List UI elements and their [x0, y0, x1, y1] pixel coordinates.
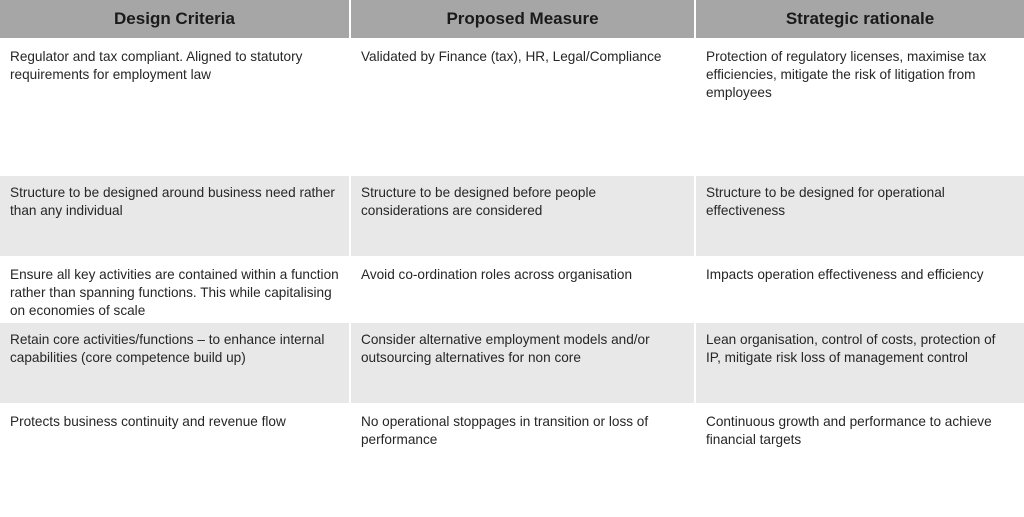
row-2-strategic-rationale: Structure to be designed for operational effectiveness — [696, 176, 1024, 258]
row-1-design-criteria: Regulator and tax compliant. Aligned to statutory requirements for employment law — [0, 40, 351, 176]
row-1-strategic-rationale: Protection of regulatory licenses, maximise tax efficiencies, mitigate the risk of litigation from employees — [696, 40, 1024, 176]
row-3-proposed-measure: Avoid co-ordination roles across organisation — [351, 258, 696, 323]
header-strategic-rationale: Strategic rationale — [696, 0, 1024, 40]
row-5-proposed-measure: No operational stoppages in transition or loss of performance — [351, 405, 696, 517]
row-3-strategic-rationale: Impacts operation effectiveness and efficiency — [696, 258, 1024, 323]
row-5-design-criteria: Protects business continuity and revenue flow — [0, 405, 351, 517]
row-2-design-criteria: Structure to be designed around business need rather than any individual — [0, 176, 351, 258]
row-4-strategic-rationale: Lean organisation, control of costs, protection of IP, mitigate risk loss of management control — [696, 323, 1024, 405]
row-4-proposed-measure: Consider alternative employment models and/or outsourcing alternatives for non core — [351, 323, 696, 405]
row-3-design-criteria: Ensure all key activities are contained within a function rather than spanning functions. This while capitalising on economies of scale — [0, 258, 351, 323]
row-2-proposed-measure: Structure to be designed before people considerations are considered — [351, 176, 696, 258]
row-1-proposed-measure: Validated by Finance (tax), HR, Legal/Compliance — [351, 40, 696, 176]
header-proposed-measure: Proposed Measure — [351, 0, 696, 40]
header-design-criteria: Design Criteria — [0, 0, 351, 40]
row-5-strategic-rationale: Continuous growth and performance to achieve financial targets — [696, 405, 1024, 517]
row-4-design-criteria: Retain core activities/functions – to enhance internal capabilities (core competence build up) — [0, 323, 351, 405]
